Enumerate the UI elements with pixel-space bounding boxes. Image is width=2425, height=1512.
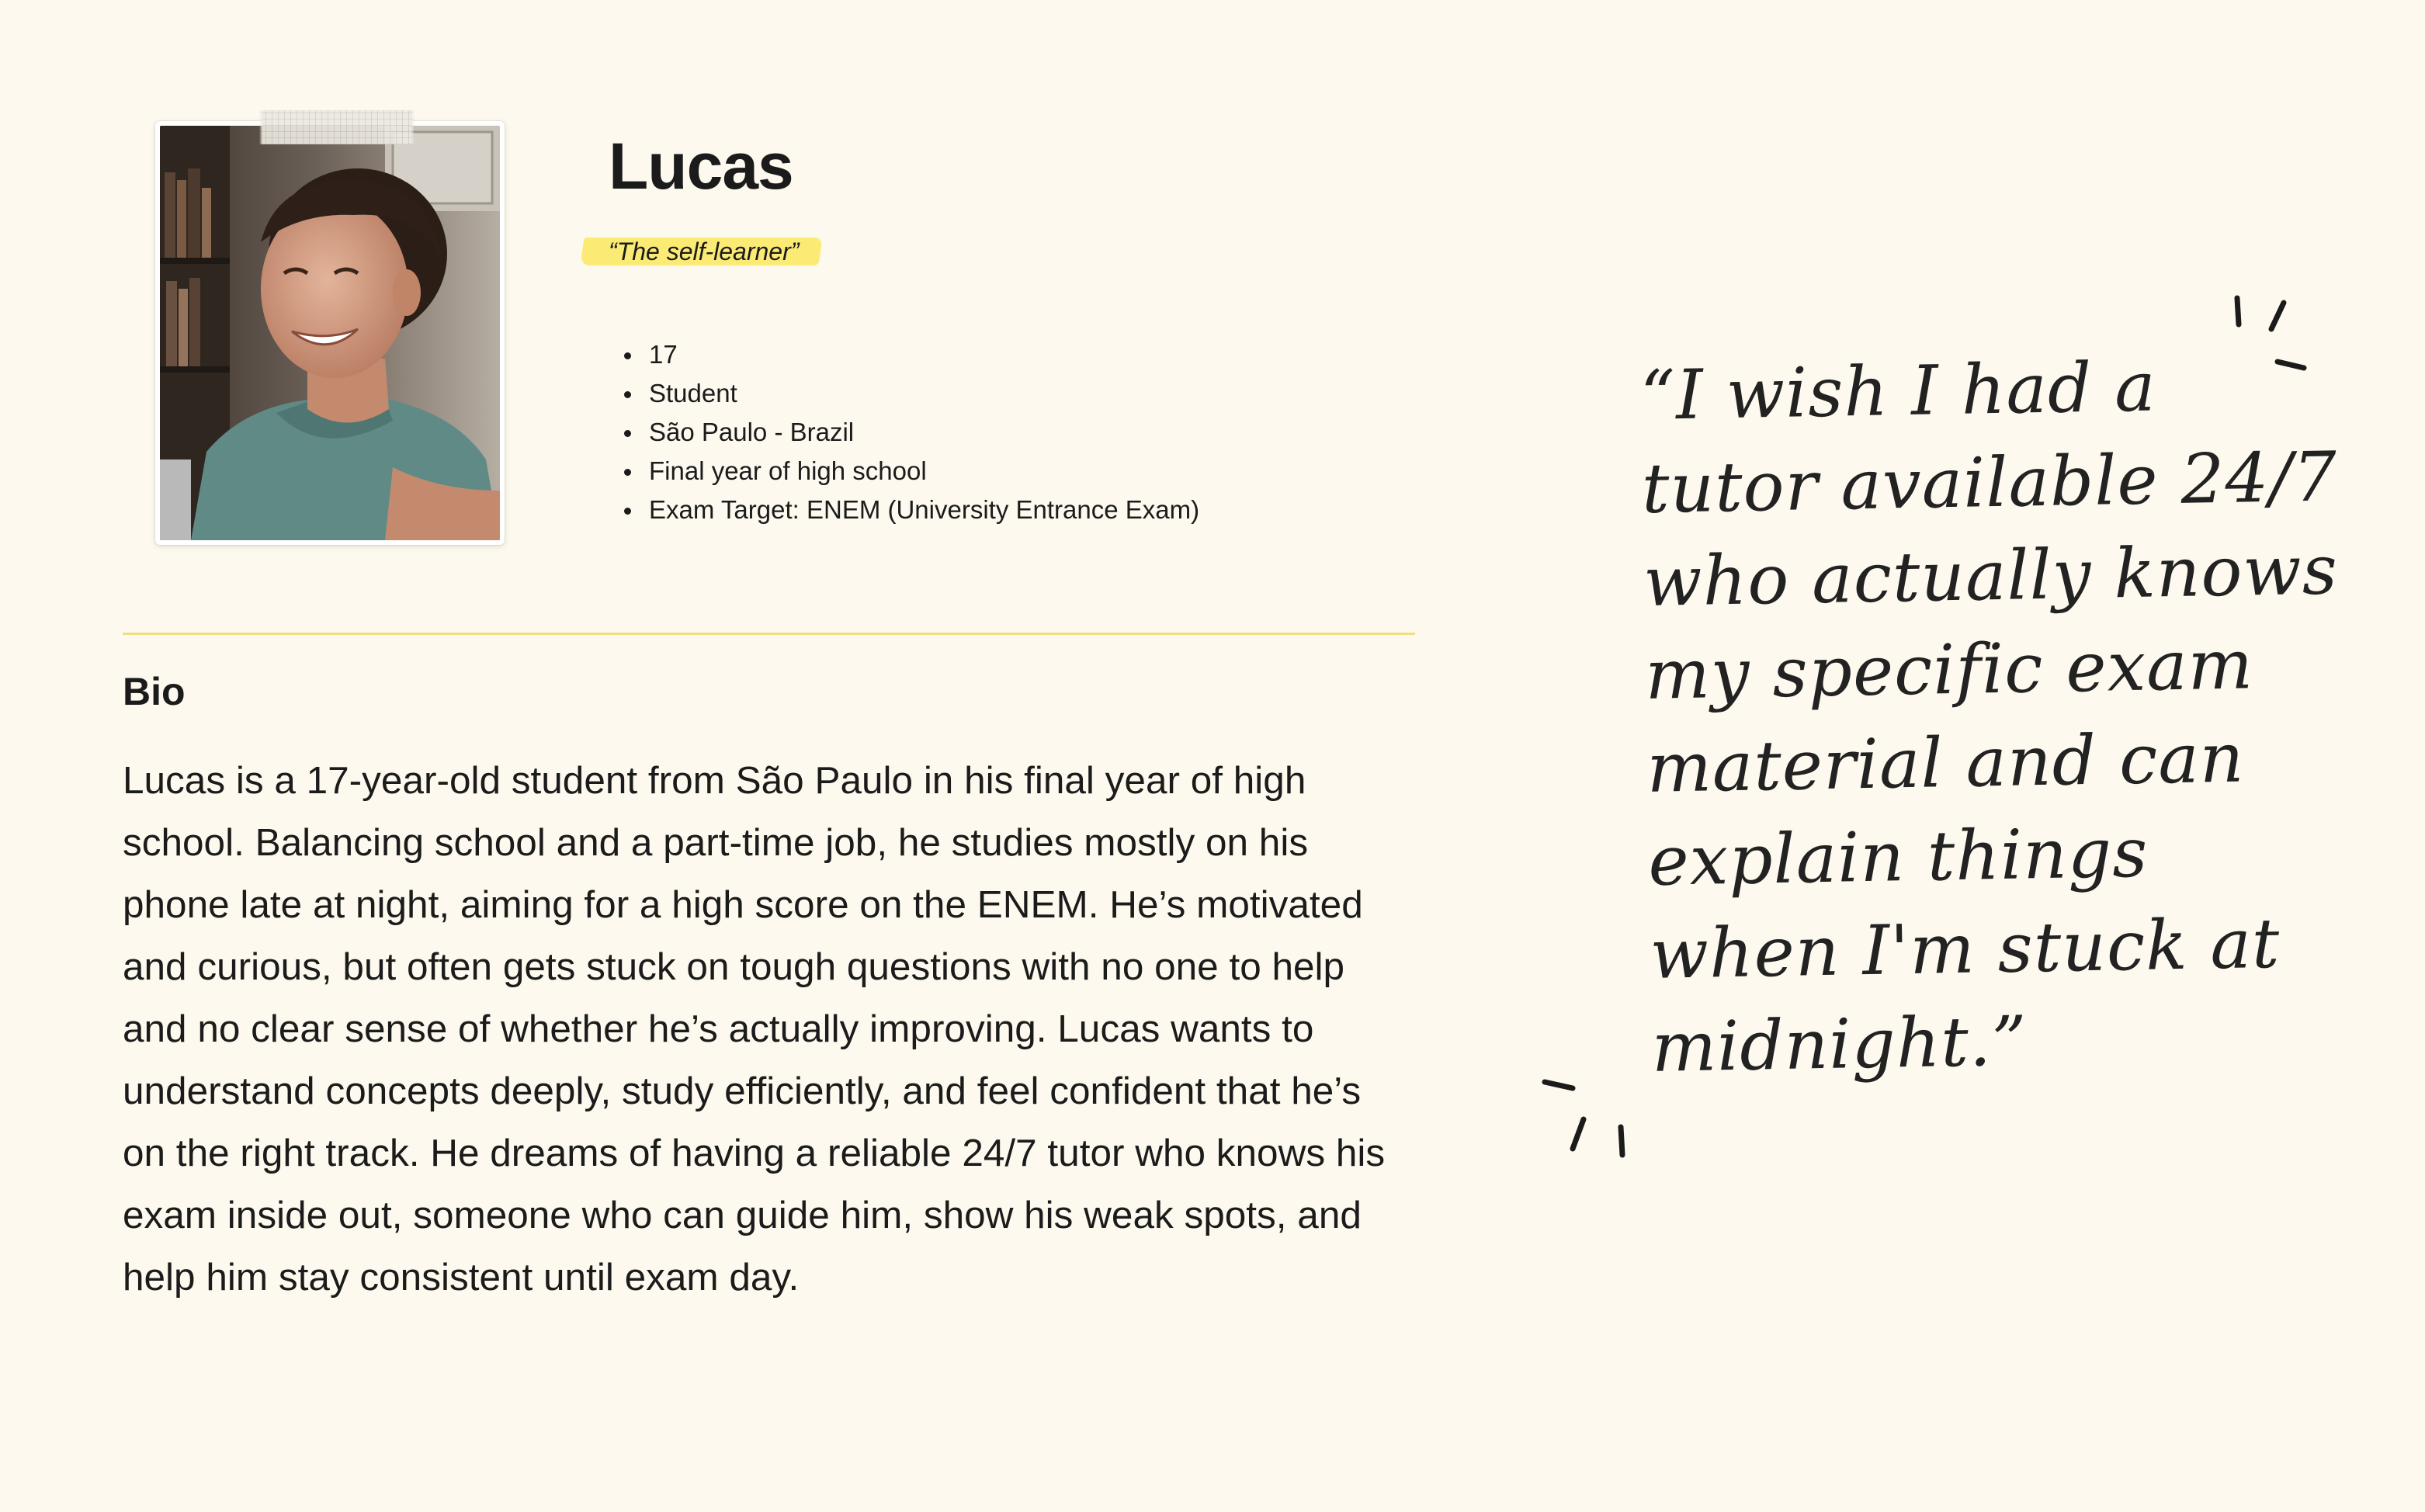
fact-age: 17 bbox=[649, 335, 1199, 374]
fact-education: Final year of high school bbox=[649, 452, 1199, 491]
fact-location: São Paulo - Brazil bbox=[649, 413, 1199, 452]
persona-photo bbox=[160, 126, 500, 540]
spark-bottom-left-icon bbox=[1534, 1063, 1643, 1164]
persona-tagline bbox=[580, 238, 822, 265]
washi-tape bbox=[259, 110, 415, 144]
portrait-photo-icon bbox=[160, 126, 500, 540]
bio-heading: Bio bbox=[123, 670, 186, 713]
persona-photo-card bbox=[155, 121, 505, 545]
section-divider bbox=[123, 633, 1415, 635]
persona-name: Lucas bbox=[609, 130, 793, 203]
spark-top-right-icon bbox=[2212, 287, 2321, 380]
persona-tagline-text: “The self-learner” bbox=[609, 238, 800, 265]
persona-facts-list bbox=[649, 335, 1199, 529]
fact-exam-target: Exam Target: ENEM (University Entrance Exam) bbox=[649, 491, 1199, 529]
fact-occupation: Student bbox=[649, 374, 1199, 413]
persona-quote: “I wish I had a tutor available 24/7 who actually knows my specific exam material and can explain things when I'm stuck at midnight.” bbox=[1639, 346, 2339, 1087]
bio-text: Lucas is a 17-year-old student from São Paulo in his final year of high school. Balancing school and a part-time job, he studies mostly on his phone late at night, aiming for a high score on the ENEM. He’s motivated and curious, but often gets stuck on tough questions with no one to help and no clear sense of whether he’s actually improving. Lucas wants to understand concepts deeply, study efficiently, and feel confident that he’s on the right track. He dreams of having a reliable 24/7 tutor who knows his exam inside out, someone who can guide him, show his weak spots, and help him stay consistent until exam day. bbox=[123, 759, 1386, 1299]
